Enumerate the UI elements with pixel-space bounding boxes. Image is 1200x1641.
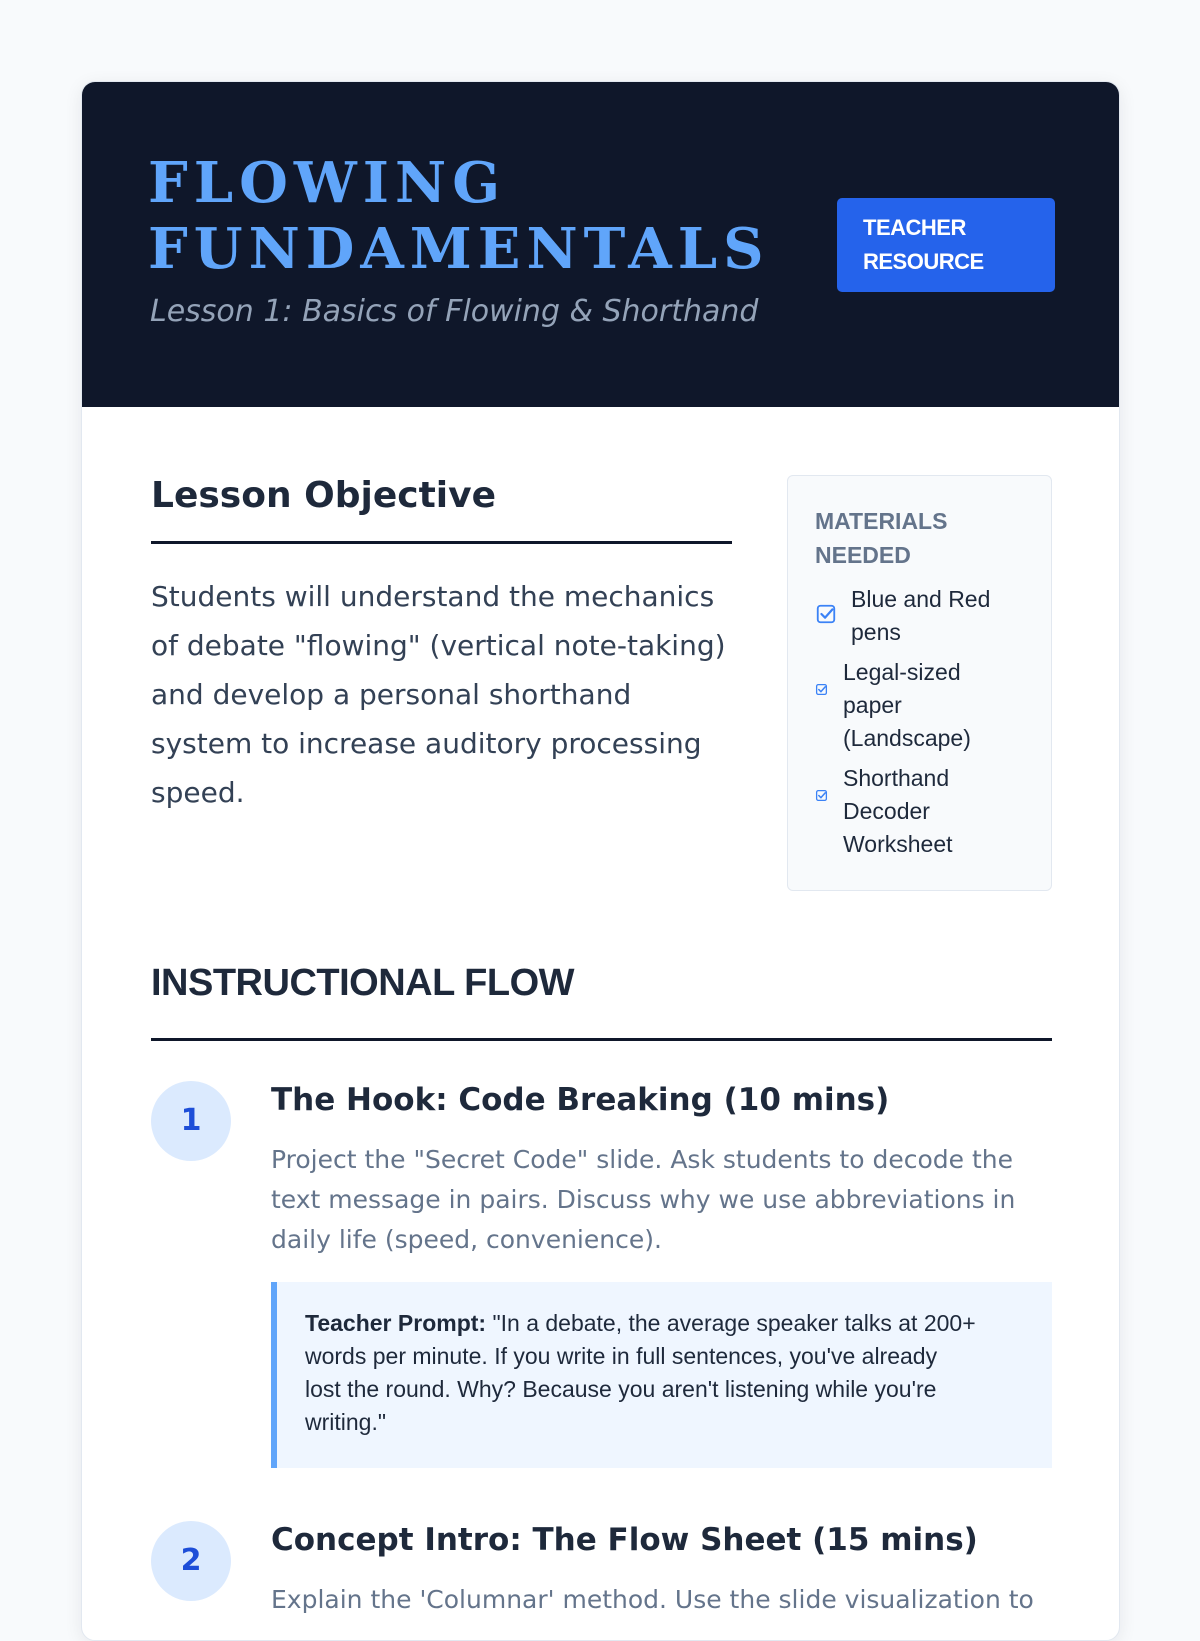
step-description	[271, 1140, 1061, 1260]
material-label-line: (Landscape)	[843, 725, 971, 751]
lesson-card	[81, 81, 1120, 1641]
teacher-resource-badge	[837, 198, 1055, 292]
step-description-line: Explain the 'Columnar' method. Use the slide visualization to	[271, 1585, 1034, 1614]
prompt-label: Teacher Prompt:	[305, 1310, 487, 1336]
material-label-line: Blue and Red	[851, 586, 991, 612]
step-description-line: daily life (speed, convenience).	[271, 1225, 662, 1254]
objective-line: Students will understand the mechanics	[151, 580, 715, 613]
prompt-line: words per minute. If you write in full sentences, you've already	[305, 1343, 938, 1369]
step-description	[271, 1580, 1061, 1620]
title-line-1: FLOWING	[148, 150, 507, 216]
step-number-badge: 1	[151, 1081, 231, 1161]
material-label	[843, 762, 953, 861]
badge-line-2: RESOURCE	[863, 249, 984, 274]
step-description-line: Project the "Secret Code" slide. Ask students to decode the	[271, 1145, 1013, 1174]
lesson-subtitle: Lesson 1: Basics of Flowing & Shorthand	[150, 294, 759, 329]
objective-line: speed.	[151, 776, 245, 809]
material-label-line: pens	[851, 619, 901, 645]
objective-line: system to increase auditory processing	[151, 727, 702, 760]
step-title: The Hook: Code Breaking (10 mins)	[271, 1082, 890, 1118]
prompt-text: "In a debate, the average speaker talks at 200+	[492, 1310, 976, 1336]
objective-line: of debate "flowing" (vertical note-taking)	[151, 629, 726, 662]
teacher-prompt-callout	[271, 1282, 1052, 1468]
material-label-line: Shorthand	[843, 765, 950, 791]
materials-title-line-2: NEEDED	[815, 542, 911, 568]
objective-line: and develop a personal shorthand	[151, 678, 632, 711]
materials-title	[815, 504, 947, 572]
materials-title-line-1: MATERIALS	[815, 508, 948, 534]
objective-heading: Lesson Objective	[151, 475, 497, 516]
prompt-line: writing."	[305, 1409, 387, 1435]
lesson-header	[82, 82, 1120, 407]
objective-text	[151, 572, 751, 817]
flow-divider	[151, 1038, 1052, 1041]
title-line-2: FUNDAMENTALS	[148, 216, 770, 282]
material-label-line: Legal-sized	[843, 659, 961, 685]
material-label-line: paper	[843, 692, 902, 718]
material-item	[815, 762, 953, 861]
step-description-line: text message in pairs. Discuss why we use abbreviations in	[271, 1185, 1016, 1214]
step-number-badge: 2	[151, 1521, 231, 1601]
material-item	[815, 656, 971, 755]
material-label	[843, 656, 971, 755]
checkbox-icon	[815, 683, 828, 696]
material-label-line: Worksheet	[843, 831, 953, 857]
checkbox-icon	[815, 603, 837, 625]
material-item	[815, 583, 990, 649]
prompt-line: lost the round. Why? Because you aren't listening while you're	[305, 1376, 937, 1402]
materials-panel	[787, 475, 1052, 891]
instructional-flow-heading: INSTRUCTIONAL FLOW	[151, 962, 575, 1004]
checkbox-icon	[815, 789, 828, 802]
prompt-line	[305, 1307, 1032, 1340]
material-label-line: Decoder	[843, 798, 930, 824]
badge-line-1: TEACHER	[863, 215, 966, 240]
objective-divider	[151, 541, 732, 544]
material-label	[851, 583, 990, 649]
step-title: Concept Intro: The Flow Sheet (15 mins)	[271, 1522, 978, 1558]
